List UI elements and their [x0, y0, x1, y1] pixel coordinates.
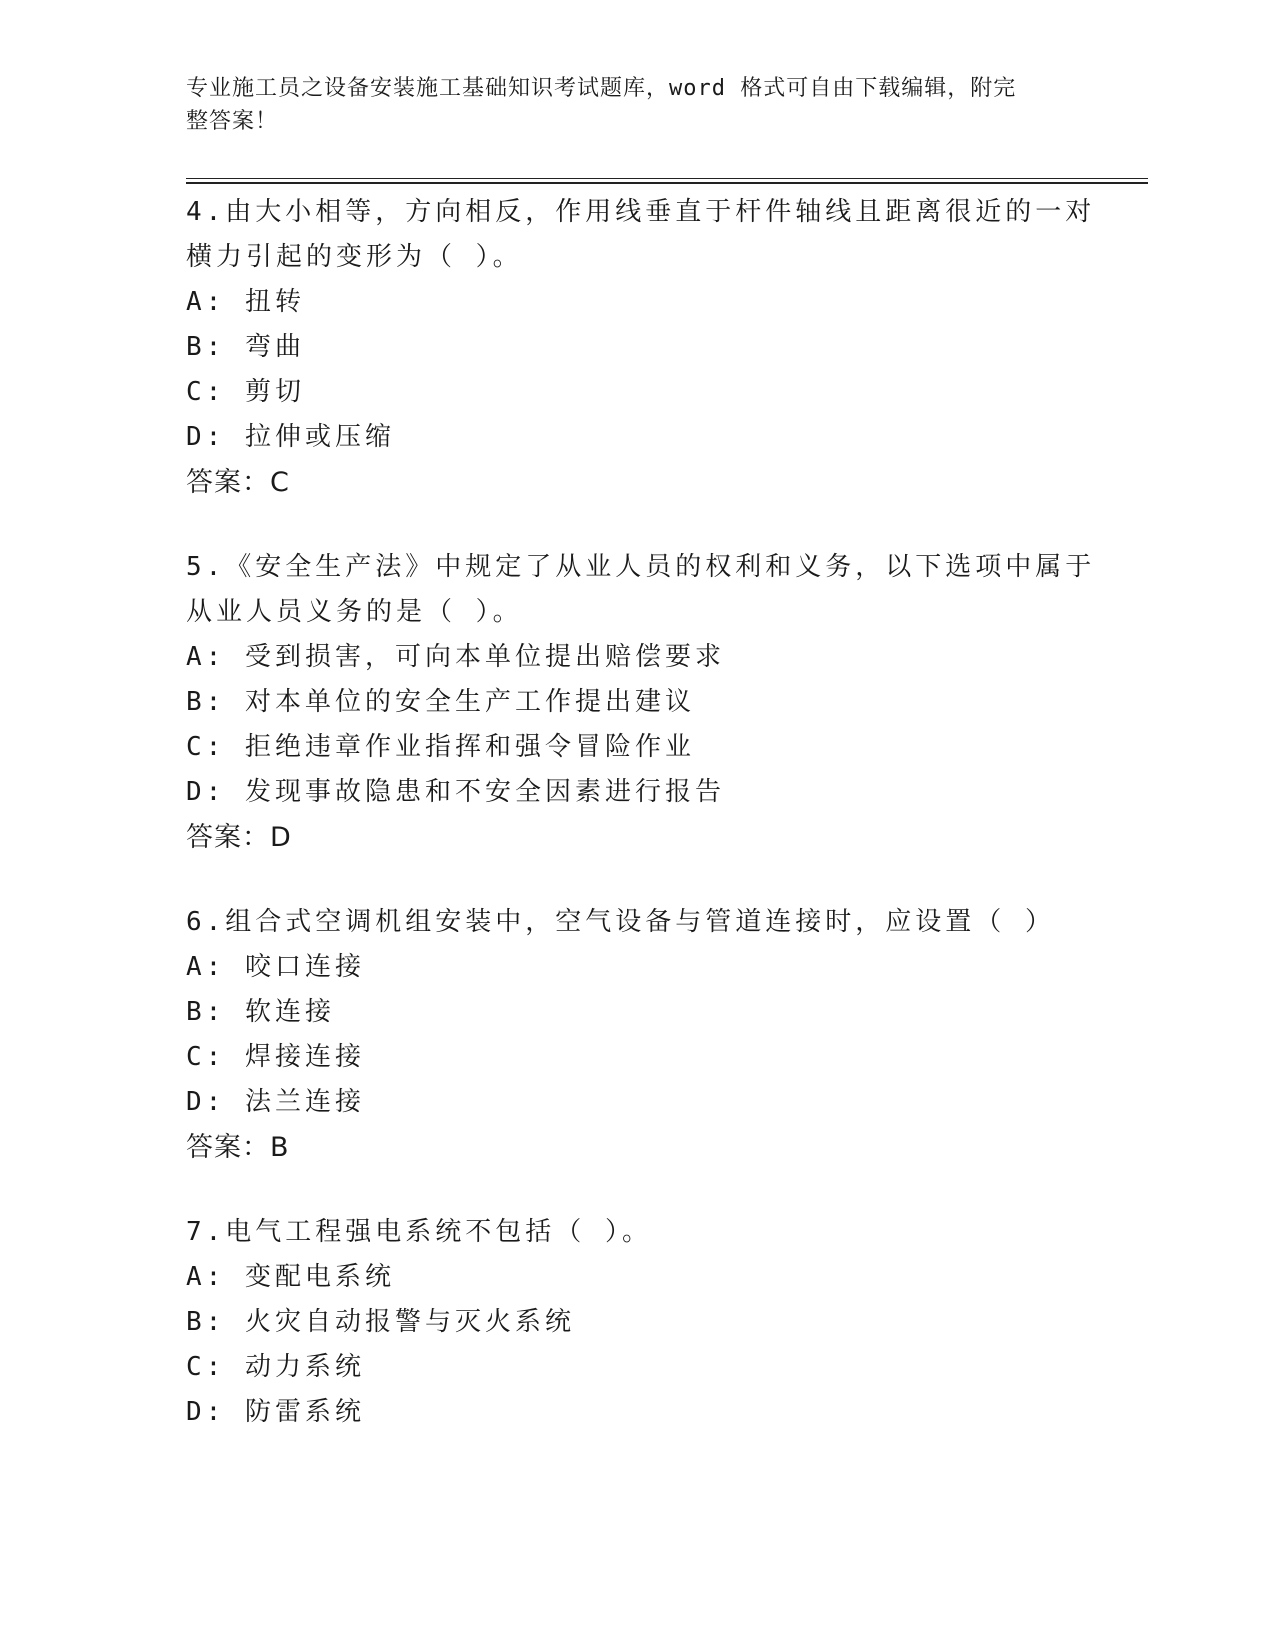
header-intro-line-1: 专业施工员之设备安装施工基础知识考试题库，word 格式可自由下载编辑，附完 — [186, 76, 1017, 101]
option-a: A: 扭转 — [186, 287, 305, 317]
question-stem: 4.由大小相等，方向相反，作用线垂直于杆件轴线且距离很近的一对 — [186, 197, 1096, 227]
option-c: C: 动力系统 — [186, 1352, 365, 1382]
option-d: D: 拉伸或压缩 — [186, 422, 395, 452]
header-divider-thick — [186, 182, 1148, 184]
question-6 — [186, 900, 1086, 1170]
answer-label: 答案：D — [186, 822, 292, 853]
question-stem: 横力引起的变形为（ ）。 — [186, 242, 523, 272]
option-c: C: 剪切 — [186, 377, 305, 407]
option-b: B: 对本单位的安全生产工作提出建议 — [186, 687, 695, 717]
question-stem: 5.《安全生产法》中规定了从业人员的权利和义务，以下选项中属于 — [186, 552, 1096, 582]
option-d: D: 发现事故隐患和不安全因素进行报告 — [186, 777, 725, 807]
answer-label: 答案：B — [186, 1132, 290, 1163]
option-a: A: 变配电系统 — [186, 1262, 395, 1292]
header-divider-thin — [186, 178, 1148, 179]
question-list — [186, 190, 1096, 1475]
option-d: D: 防雷系统 — [186, 1397, 365, 1427]
option-c: C: 拒绝违章作业指挥和强令冒险作业 — [186, 732, 695, 762]
answer-label: 答案：C — [186, 467, 290, 498]
option-a: A: 咬口连接 — [186, 952, 365, 982]
question-stem: 6.组合式空调机组安装中，空气设备与管道连接时，应设置（ ） — [186, 907, 1055, 937]
header-intro-line-2: 整答案！ — [186, 109, 279, 134]
option-b: B: 火灾自动报警与灭火系统 — [186, 1307, 575, 1337]
question-7 — [186, 1210, 1086, 1435]
option-b: B: 软连接 — [186, 997, 335, 1027]
question-stem: 7.电气工程强电系统不包括（ ）。 — [186, 1217, 652, 1247]
question-stem: 从业人员义务的是（ ）。 — [186, 597, 523, 627]
option-c: C: 焊接连接 — [186, 1042, 365, 1072]
option-d: D: 法兰连接 — [186, 1087, 365, 1117]
question-4 — [186, 190, 1096, 505]
option-a: A: 受到损害，可向本单位提出赔偿要求 — [186, 642, 725, 672]
option-b: B: 弯曲 — [186, 332, 305, 362]
question-5 — [186, 545, 1096, 860]
document-header — [186, 72, 1066, 138]
